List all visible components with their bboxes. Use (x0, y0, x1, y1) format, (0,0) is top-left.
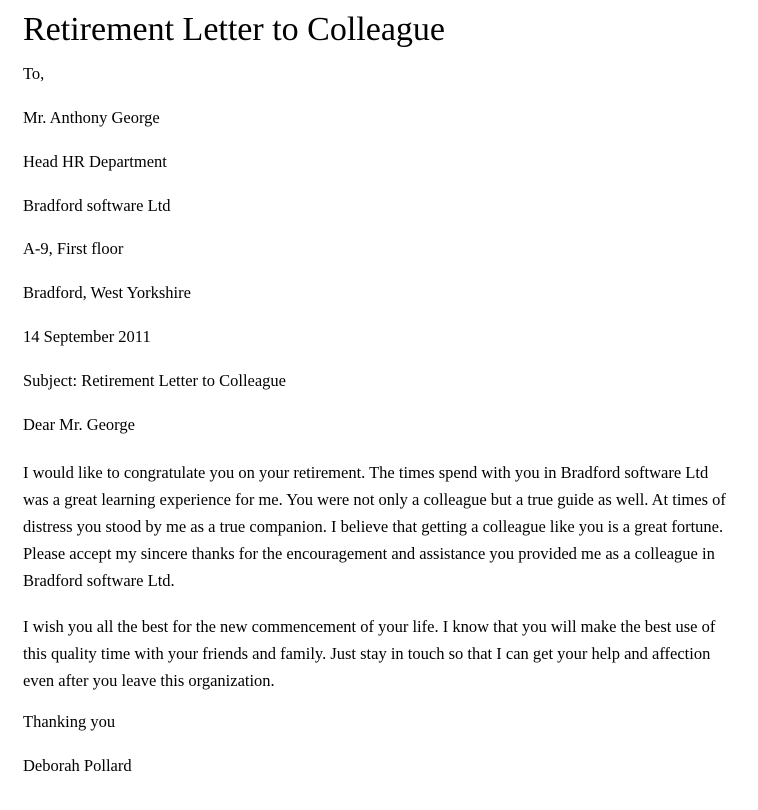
page-title: Retirement Letter to Colleague (23, 11, 446, 48)
body-paragraph-2: I wish you all the best for the new commencement of your life. I know that you will make the best use of this quality time with your friends and family. Just stay in touch so that I can get your help and affection even after you leave this organization. (23, 617, 716, 691)
greeting-line: Dear Mr. George (23, 414, 135, 434)
closing-line: Thanking you (23, 712, 116, 732)
recipient-city: Bradford, West Yorkshire (23, 283, 191, 303)
recipient-address-line: A-9, First floor (23, 239, 124, 259)
recipient-company: Bradford software Ltd (23, 195, 171, 215)
body-paragraph-1: I would like to congratulate you on your retirement. The times spend with you in Bradford software Ltd was a great learning experience for me. You were not only a colleague but a true guide as well. At times of distress you stood by me as a true companion. I believe that getting a colleague like you is a great fortune. Please accept my sincere thanks for the encouragement and assistance you provided me as a colleague in Bradford software Ltd. (23, 463, 726, 591)
letter-date: 14 September 2011 (23, 326, 151, 346)
subject-line: Subject: Retirement Letter to Colleague (23, 370, 287, 390)
recipient-designation: Head HR Department (23, 151, 167, 171)
recipient-name: Mr. Anthony George (23, 107, 160, 127)
signature-name: Deborah Pollard (23, 756, 132, 776)
to-label: To, (23, 64, 45, 84)
